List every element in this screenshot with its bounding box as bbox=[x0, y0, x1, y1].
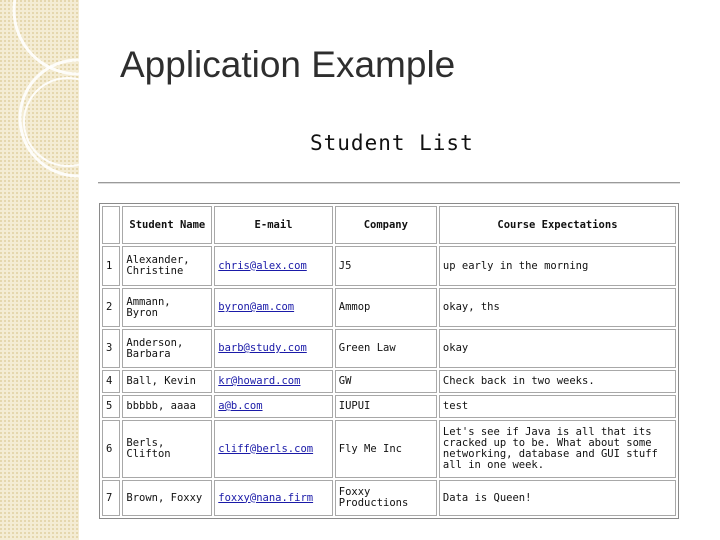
table-row bbox=[102, 370, 676, 393]
decorative-circles bbox=[0, 0, 140, 200]
row-number: 7 bbox=[102, 480, 120, 516]
table-row bbox=[102, 480, 676, 516]
email-link[interactable]: a@b.com bbox=[214, 395, 333, 418]
course-expectations: okay, ths bbox=[439, 288, 676, 327]
column-header-number bbox=[102, 206, 120, 244]
student-name: bbbbb, aaaa bbox=[122, 395, 212, 418]
course-expectations: test bbox=[439, 395, 676, 418]
row-number: 6 bbox=[102, 420, 120, 478]
student-table bbox=[99, 203, 679, 519]
course-expectations: Check back in two weeks. bbox=[439, 370, 676, 393]
table-row bbox=[102, 288, 676, 327]
column-header-student-name: Student Name bbox=[122, 206, 212, 244]
email-link[interactable]: kr@howard.com bbox=[214, 370, 333, 393]
company: J5 bbox=[335, 246, 437, 286]
table-header-row bbox=[102, 206, 676, 244]
student-name: Ammann, Byron bbox=[122, 288, 212, 327]
student-name: Brown, Foxxy bbox=[122, 480, 212, 516]
course-expectations: up early in the morning bbox=[439, 246, 676, 286]
company: Ammop bbox=[335, 288, 437, 327]
company: Green Law bbox=[335, 329, 437, 368]
table-row bbox=[102, 395, 676, 418]
course-expectations: Let's see if Java is all that its cracked up to be. What about some networking, database and GUI stuff all in one week. bbox=[439, 420, 676, 478]
student-name: Anderson, Barbara bbox=[122, 329, 212, 368]
email-link[interactable]: cliff@berls.com bbox=[214, 420, 333, 478]
column-header-course-expectations: Course Expectations bbox=[439, 206, 676, 244]
company: Foxxy Productions bbox=[335, 480, 437, 516]
row-number: 5 bbox=[102, 395, 120, 418]
student-list-heading: Student List bbox=[310, 131, 474, 155]
company: IUPUI bbox=[335, 395, 437, 418]
email-link[interactable]: byron@am.com bbox=[214, 288, 333, 327]
column-header-email: E-mail bbox=[214, 206, 333, 244]
row-number: 2 bbox=[102, 288, 120, 327]
student-name: Alexander, Christine bbox=[122, 246, 212, 286]
row-number: 3 bbox=[102, 329, 120, 368]
company: GW bbox=[335, 370, 437, 393]
course-expectations: Data is Queen! bbox=[439, 480, 676, 516]
column-header-company: Company bbox=[335, 206, 437, 244]
student-name: Berls, Clifton bbox=[122, 420, 212, 478]
row-number: 4 bbox=[102, 370, 120, 393]
table-row bbox=[102, 420, 676, 478]
course-expectations: okay bbox=[439, 329, 676, 368]
table-row bbox=[102, 329, 676, 368]
company: Fly Me Inc bbox=[335, 420, 437, 478]
horizontal-rule bbox=[98, 182, 680, 184]
student-name: Ball, Kevin bbox=[122, 370, 212, 393]
email-link[interactable]: foxxy@nana.firm bbox=[214, 480, 333, 516]
email-link[interactable]: chris@alex.com bbox=[214, 246, 333, 286]
slide-title: Application Example bbox=[120, 44, 456, 85]
table-row bbox=[102, 246, 676, 286]
email-link[interactable]: barb@study.com bbox=[214, 329, 333, 368]
row-number: 1 bbox=[102, 246, 120, 286]
